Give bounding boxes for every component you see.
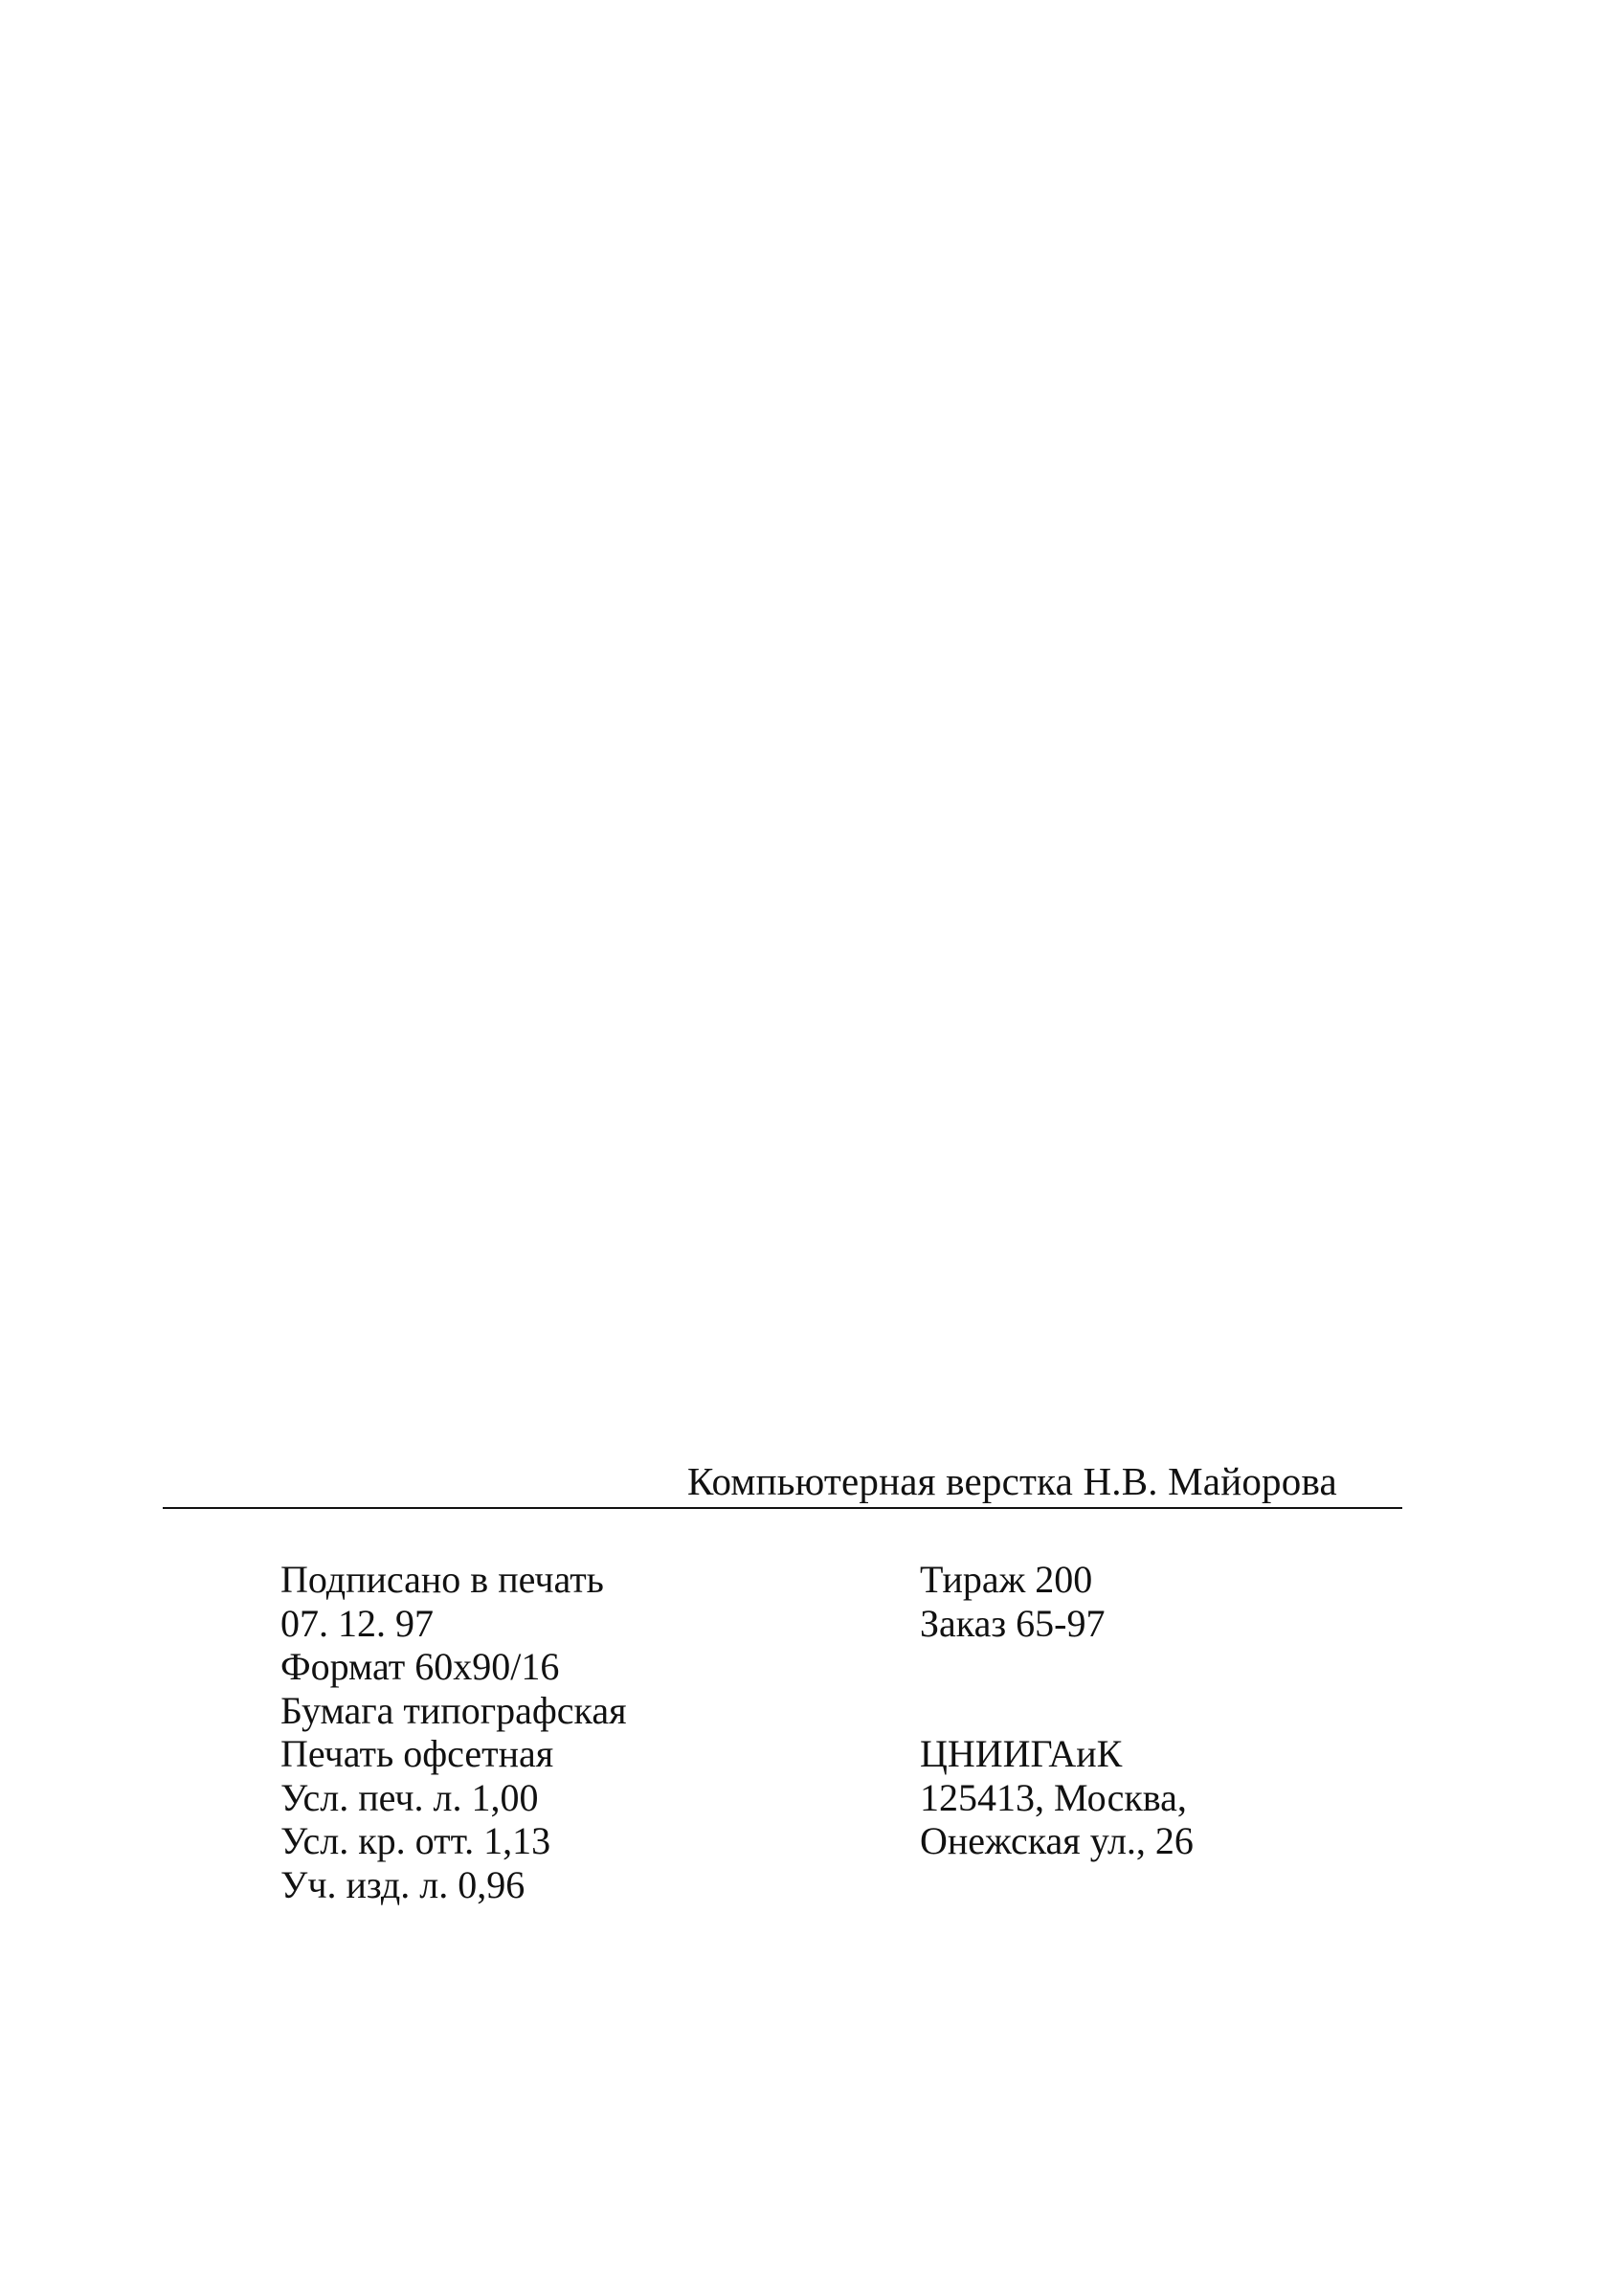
imprint-left-column xyxy=(280,1558,627,1906)
publisher-address-line-1: 125413, Москва, xyxy=(920,1775,1187,1819)
paper-type: Бумага типографская xyxy=(280,1688,627,1732)
publisher-address-line-2: Онежская ул., 26 xyxy=(920,1819,1194,1862)
conventional-print-sheets: Усл. печ. л. 1,00 xyxy=(280,1775,539,1819)
print-date: 07. 12. 97 xyxy=(280,1601,434,1645)
publishing-sheets: Уч. изд. л. 0,96 xyxy=(280,1862,525,1906)
print-run: Тираж 200 xyxy=(920,1558,1093,1601)
format: Формат 60x90/16 xyxy=(280,1645,560,1688)
spacer xyxy=(920,1645,1194,1732)
layout-credit: Компьютерная верстка Н.В. Майорова xyxy=(687,1459,1337,1503)
print-method: Печать офсетная xyxy=(280,1732,554,1775)
conventional-color-prints: Усл. кр. отт. 1,13 xyxy=(280,1819,551,1862)
horizontal-rule xyxy=(163,1507,1402,1509)
publisher-name: ЦНИИГАиК xyxy=(920,1732,1123,1775)
signed-for-print: Подписано в печать xyxy=(280,1558,604,1601)
imprint-right-column xyxy=(920,1558,1194,1863)
order-number: Заказ 65-97 xyxy=(920,1601,1106,1645)
